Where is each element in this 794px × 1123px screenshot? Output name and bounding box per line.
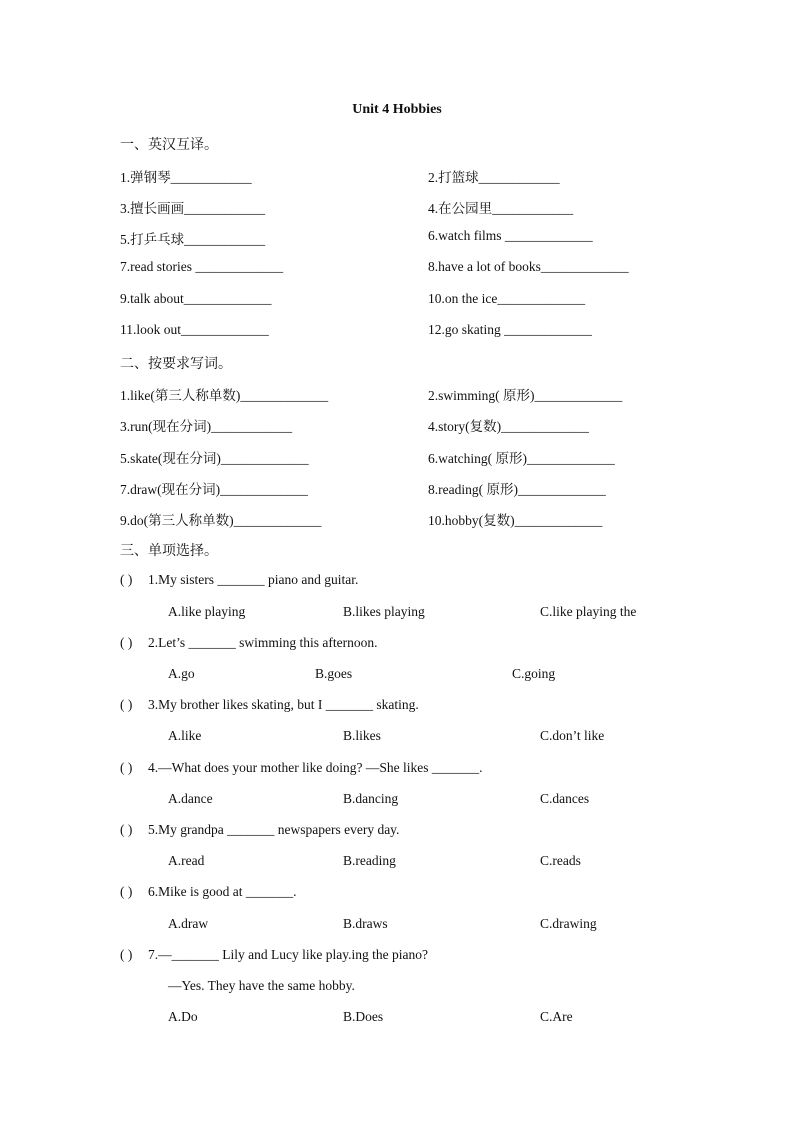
question-text: 2.Let’s _______ swimming this afternoon. (148, 635, 378, 650)
word-item-1: 1.like(第三人称单数)_____________ (120, 388, 329, 403)
option-b: B.dancing (343, 791, 399, 806)
answer-blank: ( ) (120, 635, 133, 650)
translate-item-4: 4.在公园里____________ (428, 201, 574, 216)
word-item-4: 4.story(复数)_____________ (428, 419, 589, 434)
question-text: 4.—What does your mother like doing? —She likes _______. (148, 760, 483, 775)
translate-item-12: 12.go skating _____________ (428, 322, 592, 337)
option-b: B.Does (343, 1009, 384, 1024)
option-a: A.like playing (168, 604, 246, 619)
word-item-7: 7.draw(现在分词)_____________ (120, 482, 308, 497)
translate-item-5: 5.打乒乓球____________ (120, 232, 266, 247)
word-item-2: 2.swimming( 原形)_____________ (428, 388, 623, 403)
option-a: A.dance (168, 791, 213, 806)
option-c: C.don’t like (540, 728, 605, 743)
answer-blank: ( ) (120, 884, 133, 899)
translate-item-3: 3.擅长画画____________ (120, 201, 266, 216)
translate-item-6: 6.watch films _____________ (428, 228, 593, 243)
option-b: B.goes (315, 666, 353, 681)
option-a: A.go (168, 666, 195, 681)
section-heading-words: 二、按要求写词。 (120, 357, 232, 372)
word-item-10: 10.hobby(复数)_____________ (428, 513, 603, 528)
word-item-6: 6.watching( 原形)_____________ (428, 451, 615, 466)
translate-item-2: 2.打篮球____________ (428, 170, 560, 185)
translate-item-7: 7.read stories _____________ (120, 259, 284, 274)
option-c: C.reads (540, 853, 581, 868)
translate-item-8: 8.have a lot of books_____________ (428, 259, 629, 274)
option-b: B.likes playing (343, 604, 425, 619)
question-text: 7.—_______ Lily and Lucy like play.ing the piano? (148, 947, 428, 962)
option-c: C.dances (540, 791, 590, 806)
page-title: Unit 4 Hobbies (352, 102, 442, 117)
translate-item-10: 10.on the ice_____________ (428, 291, 586, 306)
section-heading-translate: 一、英汉互译。 (120, 138, 218, 153)
translate-item-9: 9.talk about_____________ (120, 291, 272, 306)
option-a: A.read (168, 853, 205, 868)
answer-blank: ( ) (120, 947, 133, 962)
question-text: 1.My sisters _______ piano and guitar. (148, 572, 359, 587)
answer-blank: ( ) (120, 760, 133, 775)
question-text: 6.Mike is good at _______. (148, 884, 297, 899)
option-c: C.going (512, 666, 556, 681)
option-b: B.likes (343, 728, 381, 743)
option-a: A.draw (168, 916, 209, 931)
word-item-5: 5.skate(现在分词)_____________ (120, 451, 309, 466)
question-response: —Yes. They have the same hobby. (168, 978, 355, 993)
option-b: B.reading (343, 853, 396, 868)
word-item-3: 3.run(现在分词)____________ (120, 419, 293, 434)
answer-blank: ( ) (120, 572, 133, 587)
answer-blank: ( ) (120, 697, 133, 712)
answer-blank: ( ) (120, 822, 133, 837)
question-text: 3.My brother likes skating, but I _______ skating. (148, 697, 419, 712)
option-b: B.draws (343, 916, 388, 931)
section-heading-choice: 三、单项选择。 (120, 544, 218, 559)
option-a: A.Do (168, 1009, 198, 1024)
translate-item-11: 11.look out_____________ (120, 322, 269, 337)
option-a: A.like (168, 728, 202, 743)
question-text: 5.My grandpa _______ newspapers every day. (148, 822, 400, 837)
option-c: C.Are (540, 1009, 573, 1024)
translate-item-1: 1.弹钢琴____________ (120, 170, 252, 185)
option-c: C.drawing (540, 916, 597, 931)
word-item-9: 9.do(第三人称单数)_____________ (120, 513, 322, 528)
word-item-8: 8.reading( 原形)_____________ (428, 482, 606, 497)
option-c: C.like playing the (540, 604, 637, 619)
